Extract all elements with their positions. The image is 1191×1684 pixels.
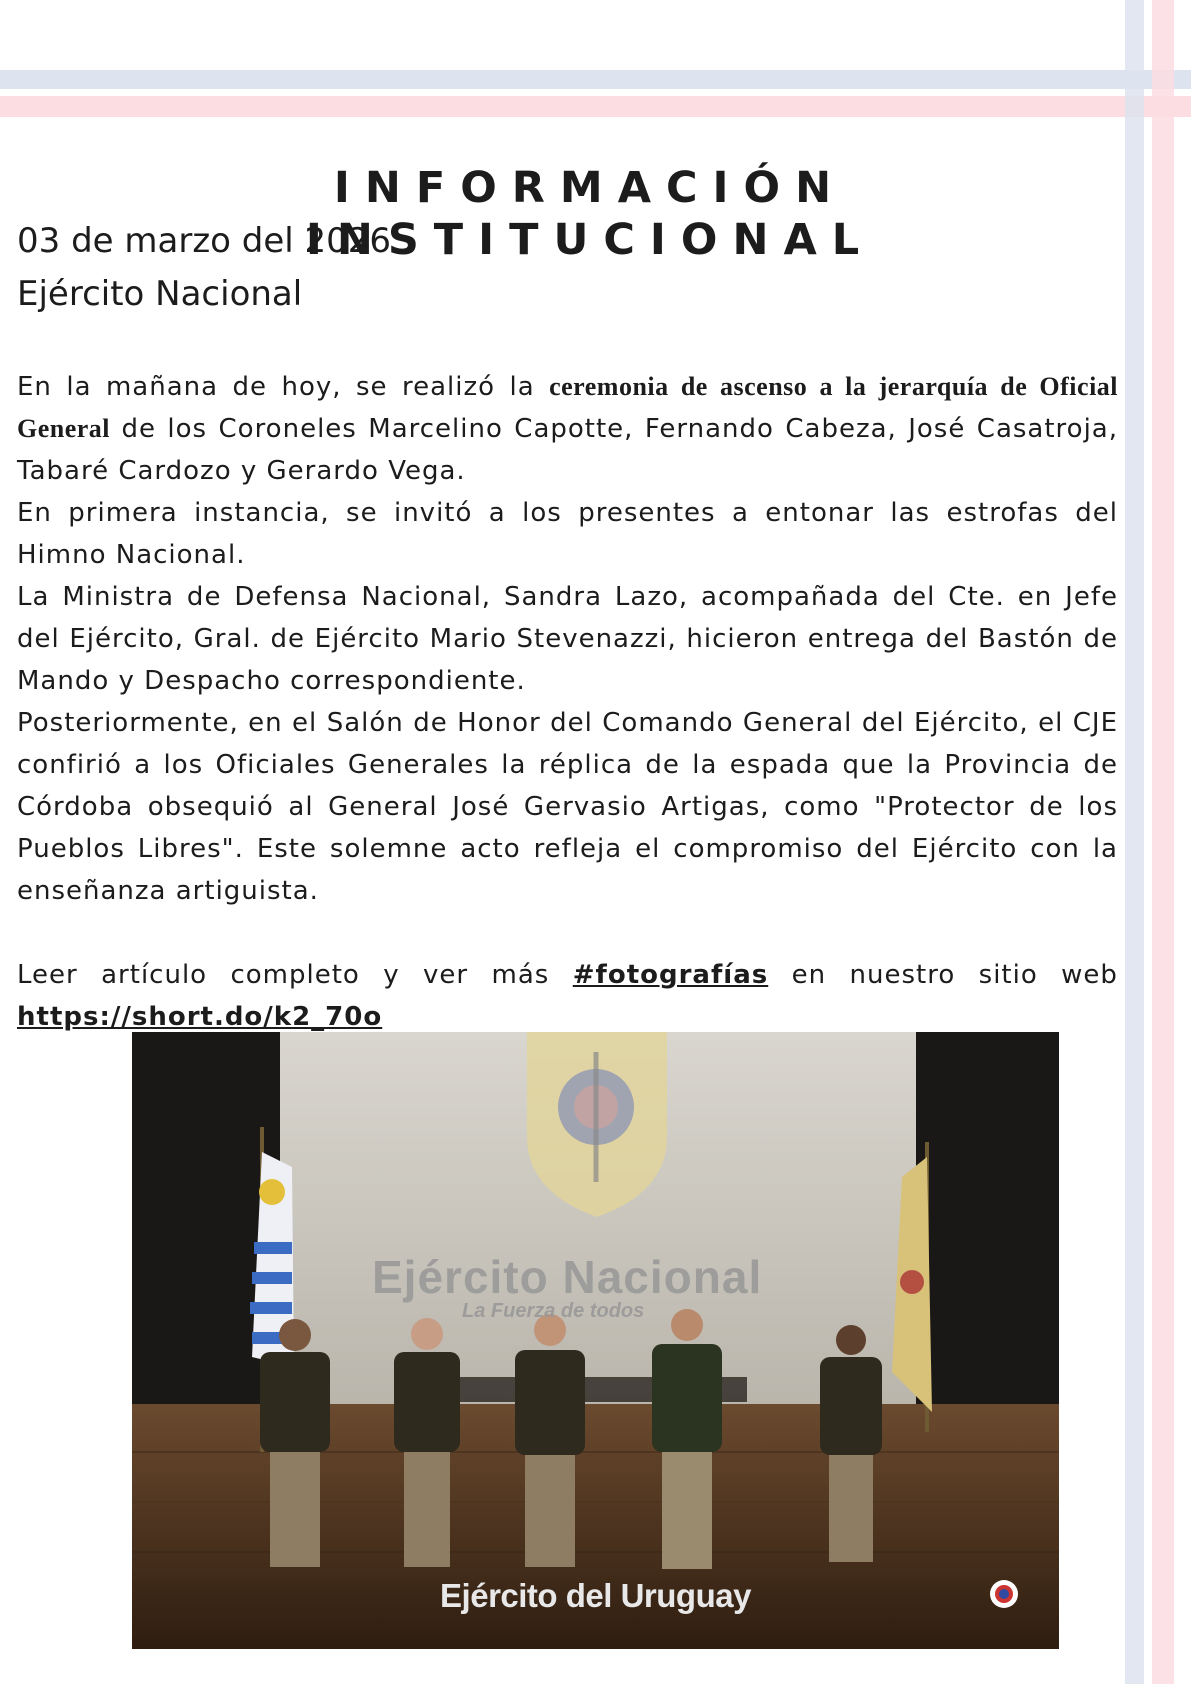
page-title: INFORMACIÓN INSTITUCIONAL bbox=[305, 163, 875, 265]
photo-watermark: Ejército del Uruguay bbox=[440, 1577, 751, 1614]
header-stripe-blue bbox=[0, 70, 1191, 89]
article-body bbox=[17, 366, 1118, 912]
publication-date: 03 de marzo del 2026 bbox=[17, 221, 392, 261]
organization-name: Ejército Nacional bbox=[17, 274, 303, 314]
officer-2 bbox=[394, 1352, 460, 1452]
header-stripe-pink bbox=[0, 96, 1191, 117]
side-stripe-blue bbox=[1125, 0, 1144, 1684]
cta-line: Leer artículo completo y ver más #fotografías en nuestro sitio web bbox=[17, 954, 1118, 996]
screen-subtitle: La Fuerza de todos bbox=[462, 1300, 645, 1322]
paragraph-4: Posteriormente, en el Salón de Honor del Comando General del Ejército, el CJE confirió a los Oficiales Generales la réplica de la espada que la Provincia de Córdoba obsequió al General José Gervasio Artigas, como "Protector de los Pueblos Libres". Este solemne acto refleja el compromiso del Ejército con la enseñanza artiguista. bbox=[17, 708, 1118, 906]
paragraph-2: En primera instancia, se invitó a los presentes a entonar las estrofas del Himno Nacional. bbox=[17, 498, 1118, 570]
ceremony-scene bbox=[132, 1032, 1059, 1649]
paragraph-1: En la mañana de hoy, se realizó la ceremonia de ascenso a la jerarquía de Oficial General de los Coroneles Marcelino Capotte, Fernando Cabeza, José Casatroja, Tabaré Cardozo y Gerardo Vega. bbox=[17, 372, 1119, 486]
paragraph-3: La Ministra de Defensa Nacional, Sandra Lazo, acompañada del Cte. en Jefe del Ejército, Gral. de Ejército Mario Stevenazzi, hicieron entrega del Bastón de Mando y Despacho correspondiente. bbox=[17, 582, 1118, 696]
ceremony-photo bbox=[132, 1032, 1059, 1649]
call-to-action bbox=[17, 954, 1118, 1038]
officer-3 bbox=[515, 1350, 585, 1455]
website-link[interactable]: https://short.do/k2_70o bbox=[17, 1002, 383, 1032]
officer-5 bbox=[820, 1357, 882, 1455]
side-stripe-pink bbox=[1152, 0, 1174, 1684]
hashtag-link[interactable]: #fotografías bbox=[572, 960, 769, 990]
screen-title: Ejército Nacional bbox=[372, 1251, 763, 1303]
officer-1 bbox=[260, 1352, 330, 1452]
highlight-text: ceremonia de ascenso a la jerarquía de Oficial General bbox=[17, 372, 1119, 443]
officer-4 bbox=[652, 1344, 722, 1452]
